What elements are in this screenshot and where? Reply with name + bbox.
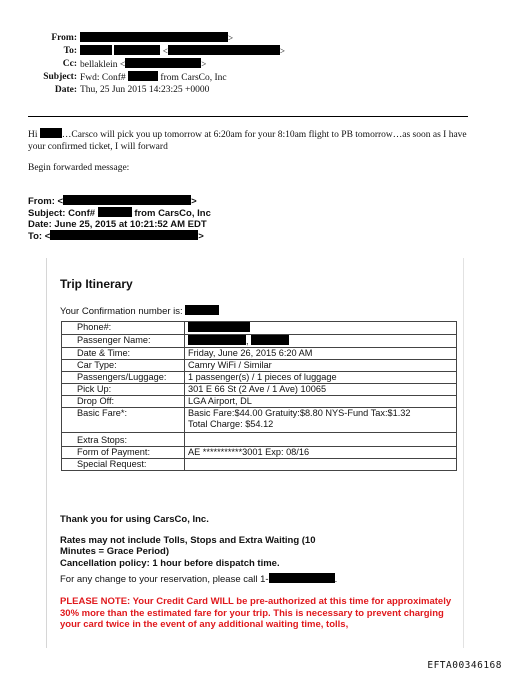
date-value: Thu, 25 Jun 2015 14:23:25 +0000 [80,85,210,95]
message-text: …Carsco will pick you up tomorrow at 6:20am for your 8:10am flight to PB tomorrow…as soon as I have your confirmed ticket, I will forward [28,130,467,152]
fwd-subject-row: Subject: Conf# from CarsCo, Inc [28,208,211,219]
fwd-to-row: To: < > [28,231,204,242]
to-label: To: [63,46,77,56]
redaction [98,207,132,217]
cancel-policy: Cancellation policy: 1 hour before dispatch time. [60,558,280,569]
redaction [40,128,62,138]
cc-label: Cc: [62,59,77,69]
table-row: Date & Time: Friday, June 26, 2015 6:20 AM [62,348,457,360]
date-label: Date: [54,85,77,95]
redaction [80,32,228,42]
table-row: Car Type: Camry WiFi / Similar [62,360,457,372]
table-row: Special Request: [62,459,457,471]
redaction [63,195,191,205]
subject-suffix: from CarsCo, Inc [160,73,227,83]
cc-value: bellaklein < [80,60,126,70]
subject-prefix: Fwd: Conf# [80,73,126,83]
redaction [185,305,219,315]
table-row: Passengers/Luggage: 1 passenger(s) / 1 pieces of luggage [62,372,457,384]
divider [28,116,468,117]
please-note: PLEASE NOTE: Your Credit Card WILL be pre-authorized at this time for approximately 30% more than the estimated fare for your trip. This is necessary to prevent charging your card twice in the event of any additional waiting time, tolls, [60,596,452,630]
redaction [114,45,160,55]
redaction [188,322,250,332]
table-row: Drop Off: LGA Airport, DL [62,396,457,408]
redaction [80,45,112,55]
forwarded-header [28,195,211,242]
confirmation-line: Your Confirmation number is: [60,305,219,317]
table-row: Form of Payment: AE ***********3001 Exp: 08/16 [62,447,457,459]
redaction [50,230,198,240]
table-row: Passenger Name: , [62,335,457,348]
table-row: Basic Fare*: Basic Fare:$44.00 Gratuity:$8.80 NYS-Fund Tax:$1.32 Total Charge: $54.12 [62,408,457,433]
thanks-text: Thank you for using CarsCo, Inc. [60,514,209,525]
message-body [28,128,473,153]
table-row: Phone#: [62,322,457,335]
header-from-row: From: > [51,33,234,43]
change-note: For any change to your reservation, please call 1- . [60,574,338,585]
table-row: Pick Up: 301 E 66 St (2 Ave / 1 Ave) 10065 [62,384,457,396]
forwarded-note: Begin forwarded message: [28,163,130,173]
subject-label: Subject: [43,72,77,82]
redaction [168,45,280,55]
document-id: EFTA00346168 [427,660,502,671]
table-row: Extra Stops: [62,433,457,447]
itinerary-table [61,321,457,471]
rates-note: Rates may not include Tolls, Stops and Extra Waiting (10 Minutes = Grace Period) [60,535,316,557]
redaction [125,58,201,68]
header-date-row [0,84,512,96]
header-subject-row [0,71,512,83]
redaction [251,335,289,345]
fwd-from-row: From: < > [28,196,197,207]
header-to-row: To: < > [63,46,285,56]
header-cc-row: Cc: bellaklein < > [62,59,207,70]
redaction [128,71,158,81]
redaction [269,573,335,583]
greeting: Hi [28,130,38,140]
fwd-date-row: Date: June 25, 2015 at 10:21:52 AM EDT [28,219,207,230]
itinerary-title: Trip Itinerary [60,277,133,291]
from-label: From: [51,33,77,43]
redaction [188,335,246,345]
